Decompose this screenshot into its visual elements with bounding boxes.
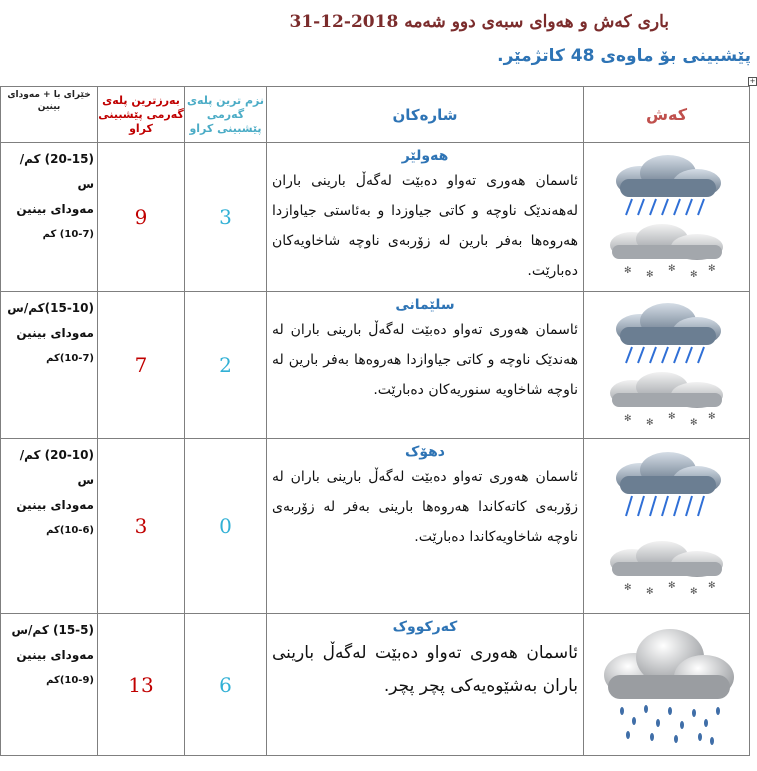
svg-text:✻: ✻ (623, 583, 632, 593)
city-description: ئاسمان هەوری تەواو دەبێت لەگەڵ بارینی باران لە هەندێک ناوچە و کاتی جیاوازدا هەروەها بەفر بارین لە ناوچە شاخاویە سنوریەکان دەبارێت. (272, 322, 578, 398)
min-temp: 2 (185, 292, 267, 439)
rain-snow-icon (602, 149, 732, 285)
visibility-range: (10-9)کم (46, 675, 94, 686)
city-cell (267, 439, 584, 614)
city-description: ئاسمان هەوری تەواو دەبێت لەگەڵ بارینی باران بەشێوەیەکی پچر پچر. (272, 643, 578, 696)
weather-icon-cell (584, 292, 750, 439)
header-min-temp: نزم ترین پلەی گەرمی پێشبینی کراو (185, 87, 267, 143)
weather-icon-cell (584, 614, 750, 756)
wind-visibility (1, 292, 98, 439)
svg-text:✻: ✻ (707, 264, 716, 274)
visibility-range: (10-7)کم (46, 353, 94, 364)
min-temp: 0 (185, 439, 267, 614)
max-temp: 13 (98, 614, 185, 756)
cloud-rain-icon (594, 619, 740, 751)
forecast-period: پێشبینی بۆ ماوەی 48 کاتژمێر. (497, 46, 751, 66)
header-wind: خێرای با + مەودای بینین (1, 87, 98, 143)
max-temp: 9 (98, 143, 185, 292)
svg-text:✻: ✻ (707, 581, 716, 591)
city-description: ئاسمان هەوری تەواو دەبێت لەگەڵ بارینی باران لە زۆربەی کاتەکاندا هەروەها بارینی بەفر لە زۆربەی ناوچە شاخاویەکاندا دەبارێت. (272, 469, 578, 545)
table-row (1, 614, 750, 756)
wind-visibility (1, 439, 98, 614)
visibility-label: مەودای بینین (16, 202, 94, 216)
city-name: کەرکووک (392, 619, 458, 635)
header-max-temp: بەرزترین پلەی گەرمی پێشبینی کراو (98, 87, 185, 143)
visibility-label: مەودای بینین (16, 498, 94, 512)
city-description: ئاسمان هەوری تەواو دەبێت لەگەڵ بارینی باران لەهەندێک ناوچە و کاتی جیاوزدا و بەئاستی جیاوازدا هەروەها بەفر بارین لە زۆربەی ناوچە شاخاویەکان دەبارێت. (272, 173, 578, 279)
svg-text:✻: ✻ (667, 581, 676, 591)
min-temp: 3 (185, 143, 267, 292)
wind-speed: (20-15) کم/س (19, 152, 94, 191)
table-header-row (1, 87, 750, 143)
report-title (281, 12, 669, 32)
city-cell (267, 143, 584, 292)
city-name: دهۆک (404, 444, 445, 460)
wind-speed: (20-10) کم/س (19, 448, 94, 487)
header-weather: کەش (584, 87, 750, 143)
wind-visibility (1, 143, 98, 292)
city-name: هەولێر (401, 148, 449, 164)
city-cell (267, 292, 584, 439)
visibility-label: مەودای بینین (16, 326, 94, 340)
forecast-table (0, 86, 750, 756)
min-temp: 6 (185, 614, 267, 756)
max-temp: 3 (98, 439, 185, 614)
table-row (1, 439, 750, 614)
svg-text:✻: ✻ (645, 270, 654, 280)
svg-text:✻: ✻ (707, 412, 716, 422)
wind-visibility (1, 614, 98, 756)
wind-speed: (15-5) کم/س (11, 623, 94, 637)
svg-text:✻: ✻ (667, 412, 676, 422)
city-cell (267, 614, 584, 756)
weather-icon-cell (584, 143, 750, 292)
visibility-range: (10-7) کم (42, 229, 94, 240)
rain-snow-icon (602, 297, 732, 433)
weather-icon-cell (584, 439, 750, 614)
wind-speed: (15-10)کم/س (7, 301, 94, 315)
svg-text:✻: ✻ (667, 264, 676, 274)
report-date: 2018-12-31 (289, 12, 399, 32)
svg-text:✻: ✻ (645, 418, 654, 428)
svg-text:✻: ✻ (689, 587, 698, 597)
table-row (1, 292, 750, 439)
header-cities: شارەکان (267, 87, 584, 143)
table-row (1, 143, 750, 292)
table-move-handle-icon[interactable]: + (749, 77, 756, 85)
max-temp: 7 (98, 292, 185, 439)
svg-text:✻: ✻ (623, 414, 632, 424)
svg-text:✻: ✻ (689, 418, 698, 428)
title-text: باری کەش و هەوای سبەی دوو شەمە (404, 12, 669, 32)
visibility-label: مەودای بینین (16, 648, 94, 662)
svg-text:✻: ✻ (645, 587, 654, 597)
svg-text:✻: ✻ (623, 266, 632, 276)
visibility-range: (10-6)کم (46, 525, 94, 536)
city-name: سلێمانی (395, 297, 455, 313)
rain-snow-icon (602, 446, 732, 606)
svg-text:✻: ✻ (689, 270, 698, 280)
